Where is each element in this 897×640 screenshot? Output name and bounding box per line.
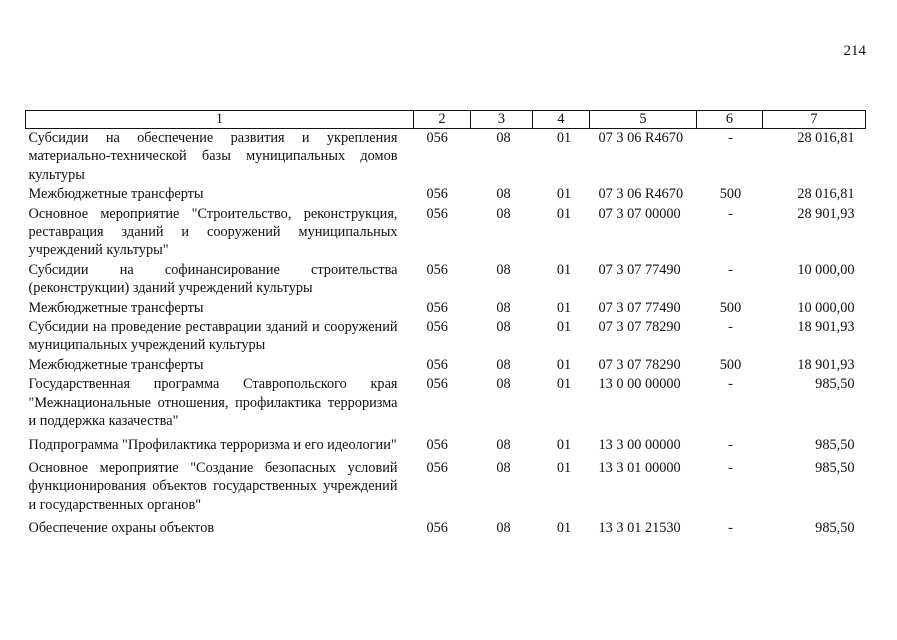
row-code-3: 08 <box>496 130 511 146</box>
column-header-4: 4 <box>533 111 590 129</box>
row-amount: 18 901,93 <box>797 319 855 336</box>
row-amount: 985,50 <box>815 376 855 393</box>
row-code-5: 07 3 07 78290 <box>598 356 681 373</box>
row-code-4: 01 <box>556 130 572 146</box>
row-code-6: 500 <box>719 299 742 316</box>
row-code-6: - <box>728 261 733 278</box>
row-amount: 10 000,00 <box>797 261 855 278</box>
row-amount: 28 016,81 <box>797 186 855 203</box>
column-header-3: 3 <box>471 111 533 129</box>
table-row <box>26 185 866 204</box>
row-code-3: 08 <box>496 205 511 222</box>
row-code-2: 056 <box>426 319 448 336</box>
row-code-5: 13 3 00 00000 <box>598 436 681 453</box>
row-code-4: 01 <box>556 186 572 203</box>
row-code-6: - <box>728 319 733 336</box>
table-body <box>26 129 866 539</box>
column-header-5: 5 <box>590 111 697 129</box>
row-code-3: 08 <box>496 299 511 316</box>
row-code-3: 08 <box>496 459 511 476</box>
row-code-3: 08 <box>496 261 511 278</box>
row-name: Межбюджетные трансферты <box>28 299 204 316</box>
row-code-5: 07 3 07 77490 <box>598 299 681 316</box>
row-amount: 10 000,00 <box>797 299 855 316</box>
row-code-4: 01 <box>556 436 572 453</box>
row-code-4: 01 <box>556 205 572 222</box>
row-code-3: 08 <box>496 436 511 453</box>
row-code-2: 056 <box>426 299 448 316</box>
table-row <box>26 261 866 299</box>
row-code-2: 056 <box>426 205 448 222</box>
table-row <box>26 455 866 515</box>
row-code-6: - <box>728 459 733 476</box>
row-amount: 985,50 <box>815 459 855 476</box>
row-name: Межбюджетные трансферты <box>28 186 204 203</box>
row-code-2: 056 <box>426 520 448 537</box>
row-name: Основное мероприятие "Создание безопасных условий функционирования объектов государственных учреждений и государственных органов" <box>28 459 398 513</box>
table-row <box>26 299 866 318</box>
row-name: Субсидии на проведение реставрации зданий и сооружений муниципальных учреждений культуры <box>28 319 398 354</box>
column-header-7: 7 <box>763 111 866 129</box>
row-code-4: 01 <box>556 356 572 373</box>
row-name: Государственная программа Ставропольского края "Межнациональные отношения, профилактика терроризма и поддержка казачества" <box>28 376 398 430</box>
row-name: Субсидии на обеспечение развития и укрепления материально-технической базы муниципальных домов культуры <box>28 130 398 183</box>
table-row <box>26 356 866 375</box>
row-code-6: - <box>728 436 733 453</box>
column-header-1: 1 <box>26 111 414 129</box>
row-code-6: - <box>728 205 733 222</box>
row-name: Подпрограмма "Профилактика терроризма и его идеологии" <box>28 436 397 453</box>
row-name: Межбюджетные трансферты <box>28 356 204 373</box>
column-header-6: 6 <box>697 111 763 129</box>
row-code-3: 08 <box>496 356 511 373</box>
table-row <box>26 318 866 356</box>
row-code-2: 056 <box>426 261 448 278</box>
row-code-3: 08 <box>496 186 511 203</box>
row-code-5: 13 3 01 21530 <box>598 520 681 537</box>
table-header <box>26 111 866 129</box>
row-code-4: 01 <box>556 319 572 336</box>
row-code-4: 01 <box>556 376 572 393</box>
row-code-6: - <box>728 376 733 393</box>
row-code-3: 08 <box>496 520 511 537</box>
row-code-5: 13 3 01 00000 <box>598 459 681 476</box>
row-amount: 985,50 <box>815 436 855 453</box>
row-code-3: 08 <box>496 319 511 336</box>
row-code-4: 01 <box>556 261 572 278</box>
table-row <box>26 515 866 538</box>
row-code-5: 07 3 07 78290 <box>598 319 681 336</box>
row-code-6: - <box>728 130 733 146</box>
row-amount: 28 901,93 <box>797 205 855 222</box>
row-name: Основное мероприятие "Строительство, реконструкция, реставрация зданий и сооружений муниципальных учреждений культуры" <box>28 205 398 259</box>
row-name: Обеспечение охраны объектов <box>28 520 215 537</box>
row-code-6: 500 <box>719 356 742 373</box>
row-amount: 985,50 <box>815 520 855 537</box>
row-code-4: 01 <box>556 459 572 476</box>
row-code-2: 056 <box>426 459 448 476</box>
row-amount: 18 901,93 <box>797 356 855 373</box>
header-row <box>26 111 866 129</box>
table-row <box>26 375 866 431</box>
row-code-3: 08 <box>496 376 511 393</box>
page-number: 214 <box>843 43 866 59</box>
row-code-2: 056 <box>426 436 448 453</box>
row-code-5: 07 3 07 00000 <box>598 205 681 222</box>
row-code-6: 500 <box>719 186 742 203</box>
row-amount: 28 016,81 <box>797 130 855 146</box>
row-code-2: 056 <box>426 376 448 393</box>
row-code-5: 13 0 00 00000 <box>598 376 681 393</box>
budget-table <box>25 110 866 539</box>
row-code-5: 07 3 06 R4670 <box>598 186 684 203</box>
row-code-2: 056 <box>426 356 448 373</box>
column-header-2: 2 <box>414 111 471 129</box>
row-code-4: 01 <box>556 520 572 537</box>
row-code-2: 056 <box>426 130 448 146</box>
row-code-6: - <box>728 520 733 537</box>
row-code-5: 07 3 07 77490 <box>598 261 681 278</box>
row-code-2: 056 <box>426 186 448 203</box>
row-code-4: 01 <box>556 299 572 316</box>
table-row <box>26 432 866 455</box>
row-code-5: 07 3 06 R4670 <box>598 130 684 146</box>
table-row <box>26 205 866 261</box>
table-row <box>26 129 866 186</box>
row-name: Субсидии на софинансирование строительства (реконструкции) зданий учреждений культуры <box>28 261 398 297</box>
